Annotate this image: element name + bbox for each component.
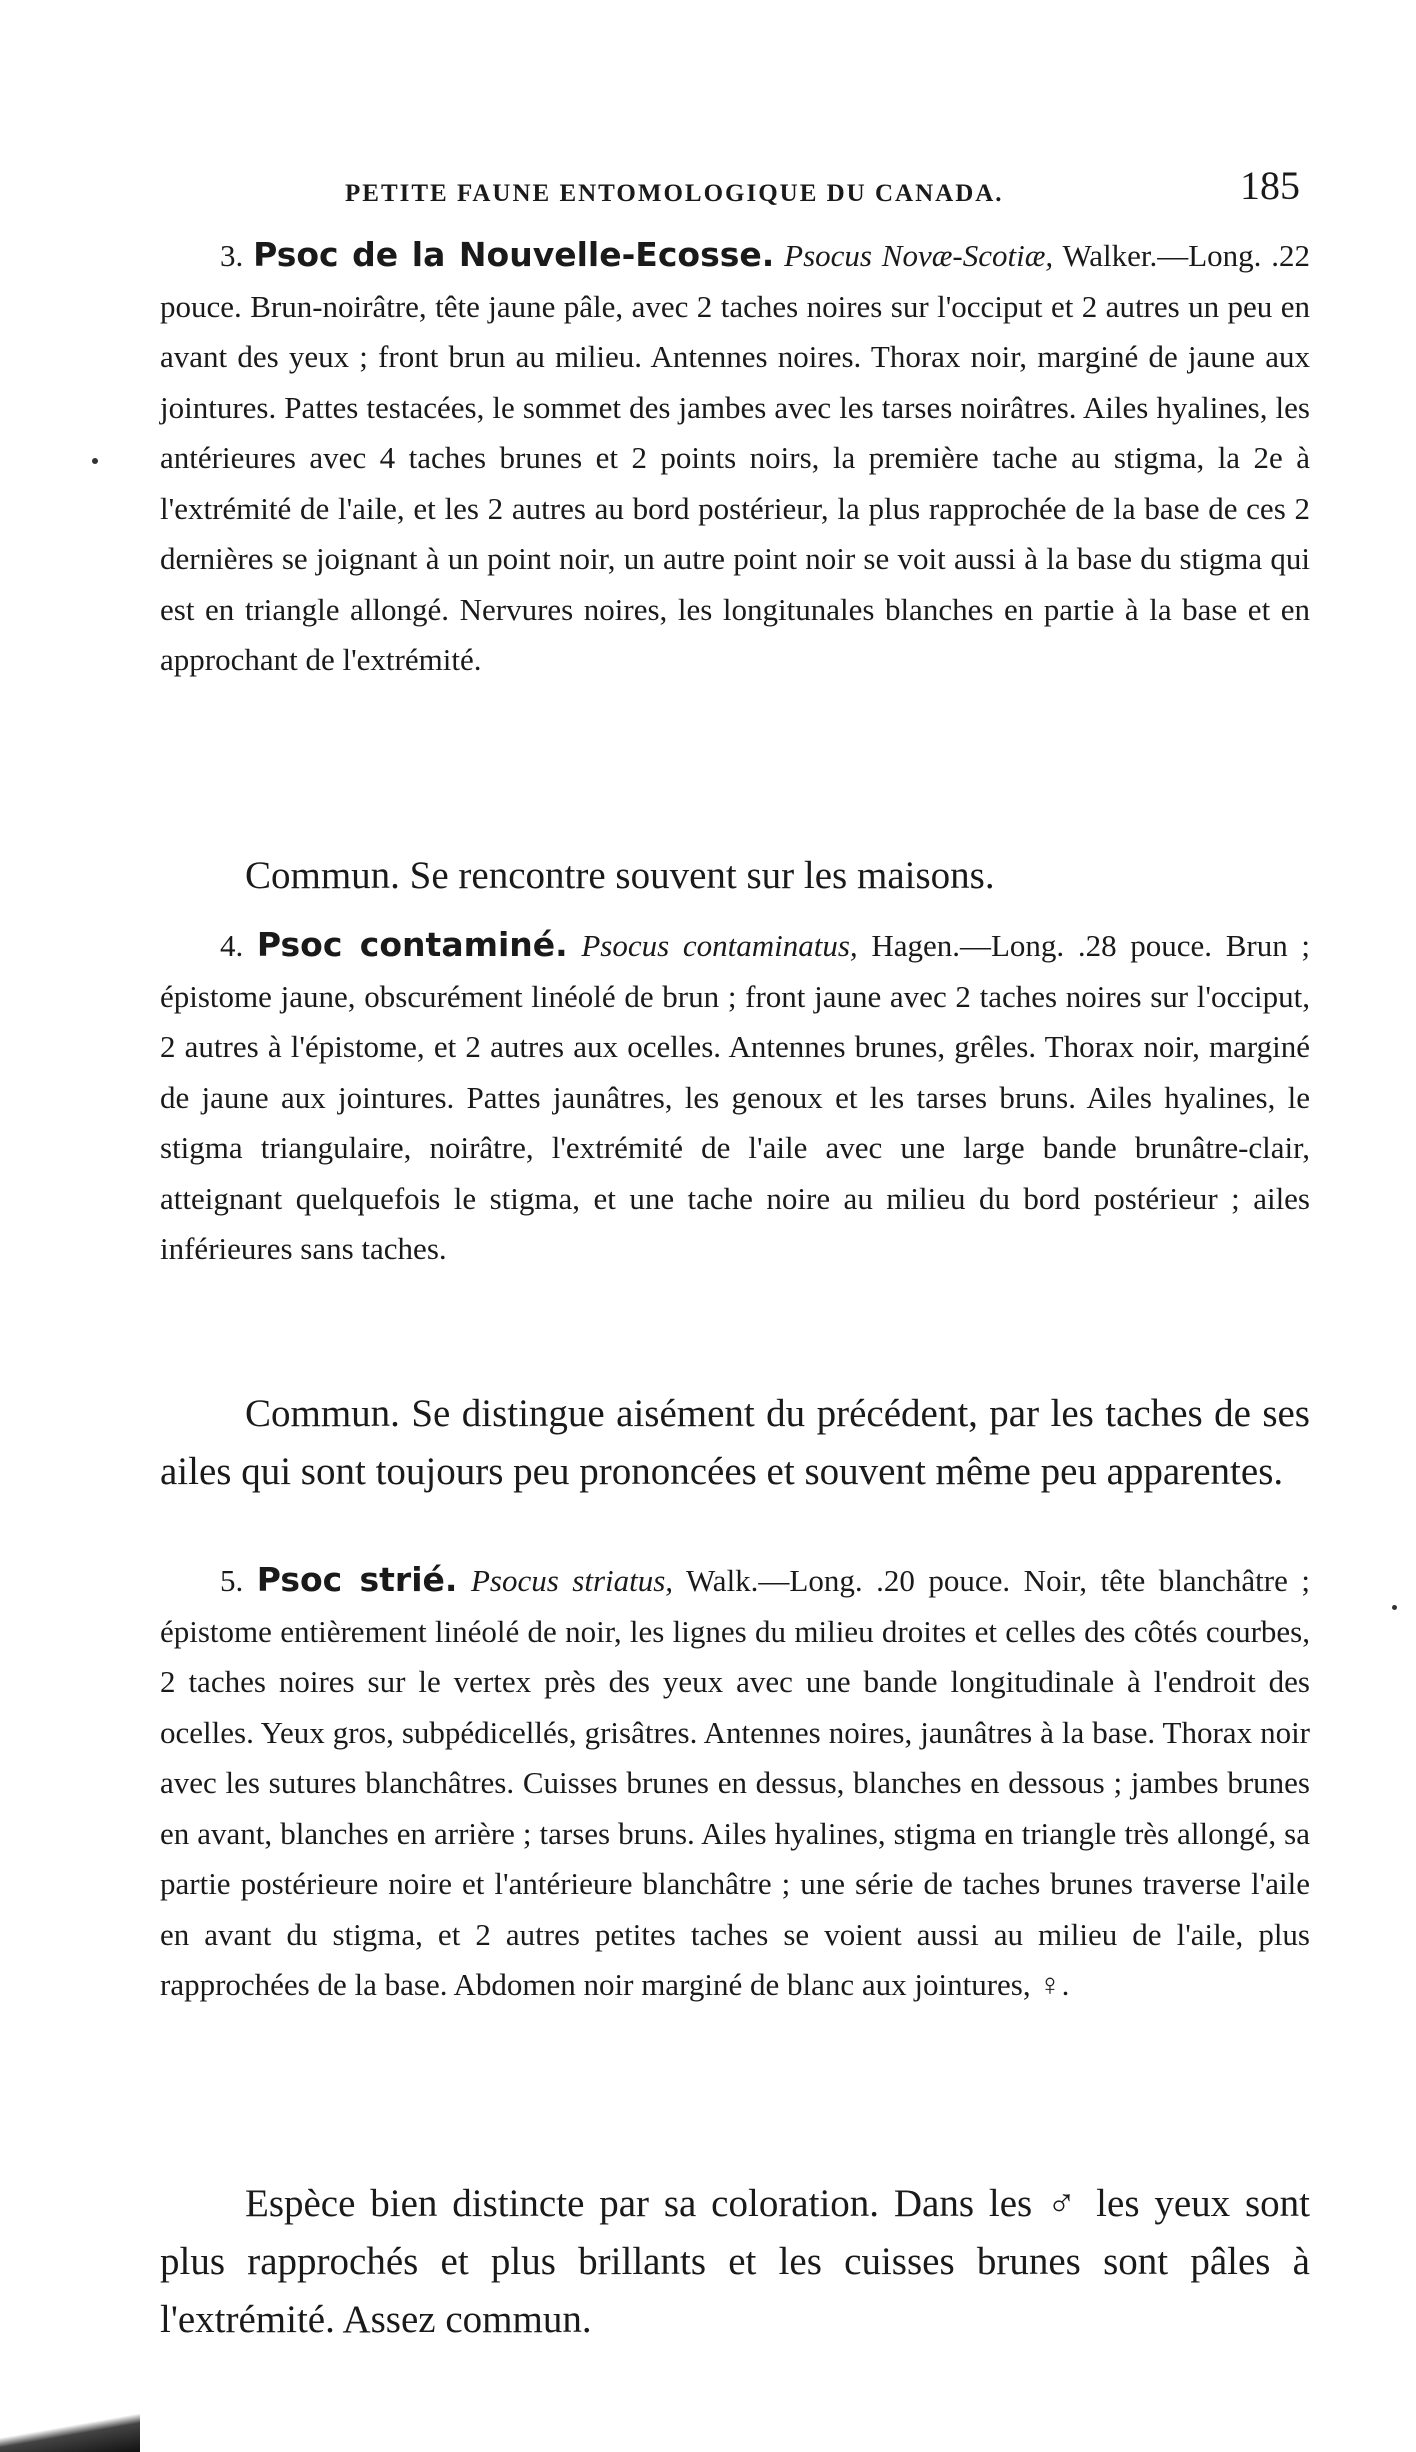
- page-header: [150, 162, 1300, 222]
- species-note: Commun. Se rencontre souvent sur les maisons.: [245, 854, 995, 897]
- species-entry: [160, 920, 1310, 1275]
- scan-edge-shadow: [0, 2412, 140, 2452]
- species-note: Commun. Se distingue aisément du précédent, par les taches de ses ailes qui sont toujours peu prononcées et souvent même peu apparentes.: [160, 1392, 1310, 1493]
- latin-name: Psocus striatus,: [470, 1563, 674, 1598]
- species-name: Psoc strié.: [256, 1560, 458, 1599]
- species-description: Walker.—Long. .22 pouce. Brun-noirâtre, tête jaune pâle, avec 2 taches noires sur l'occiput et 2 autres un peu en avant des yeux ; front brun au milieu. Antennes noires. Thorax noir, marginé de jaune aux jointures. Pattes testacées, le sommet des jambes avec les tarses noirâtres. Ailes hyalines, les antérieures avec 4 taches brunes et 2 points noirs, la première tache au stigma, la 2e à l'extrémité de l'aile, et les 2 autres au bord postérieur, la plus rapprochée de la base de ces 2 dernières se joignant à un point noir, un autre point noir se voit aussi à la base du stigma qui est en triangle allongé. Nervures noires, les longitunales blanches en partie à la base et en approchant de l'extrémité.: [160, 238, 1311, 677]
- latin-name: Psocus contaminatus,: [581, 928, 858, 963]
- species-name: Psoc de la Nouvelle-Ecosse.: [253, 235, 775, 274]
- ink-speck: [92, 458, 98, 464]
- running-title: PETITE FAUNE ENTOMOLOGIQUE DU CANADA.: [345, 180, 1004, 207]
- page-number: 185: [1240, 163, 1300, 208]
- species-description: Walk.—Long. .20 pouce. Noir, tête blanchâtre ; épistome entièrement linéolé de noir, les lignes du milieu droites et celles des côtés courbes, 2 taches noires sur le vertex près des yeux avec une bande longitudinale à l'endroit des ocelles. Yeux gros, subpédicellés, grisâtres. Antennes noires, jaunâtres à la base. Thorax noir avec les sutures blanchâtres. Cuisses brunes en dessus, blanches en dessous ; jambes brunes en avant, blanches en arrière ; tarses bruns. Ailes hyalines, stigma en triangle très allongé, sa partie postérieure noire et l'antérieure blanchâtre ; une série de taches brunes traverse l'aile en avant du stigma, et 2 autres petites taches se voient aussi au milieu de l'aile, plus rapprochées de la base. Abdomen noir marginé de blanc aux jointures, ♀.: [160, 1563, 1310, 2002]
- species-entry: [160, 1555, 1310, 2011]
- latin-name: Psocus Novæ-Scotiæ,: [784, 238, 1054, 273]
- species-note: Espèce bien distincte par sa coloration. Dans les ♂ les yeux sont plus rapprochés et plus brillants et les cuisses brunes sont pâles à l'extrémité. Assez commun.: [160, 2182, 1310, 2341]
- entry-number: 3.: [220, 238, 244, 273]
- entry-number: 5.: [220, 1563, 244, 1598]
- ink-speck: [1392, 1605, 1397, 1610]
- species-name: Psoc contaminé.: [256, 925, 568, 964]
- species-description: Hagen.—Long. .28 pouce. Brun ; épistome jaune, obscurément linéolé de brun ; front jaune avec 2 taches noires sur l'occiput, 2 autres à l'épistome, et 2 autres aux ocelles. Antennes brunes, grêles. Thorax noir, marginé de jaune aux jointures. Pattes jaunâtres, les genoux et les tarses bruns. Ailes hyalines, le stigma triangulaire, noirâtre, l'extrémité de l'aile avec une large bande brunâtre-clair, atteignant quelquefois le stigma, et une tache noire au milieu du bord postérieur ; ailes inférieures sans taches.: [160, 928, 1310, 1266]
- entry-number: 4.: [220, 928, 244, 963]
- species-entry: [160, 230, 1310, 686]
